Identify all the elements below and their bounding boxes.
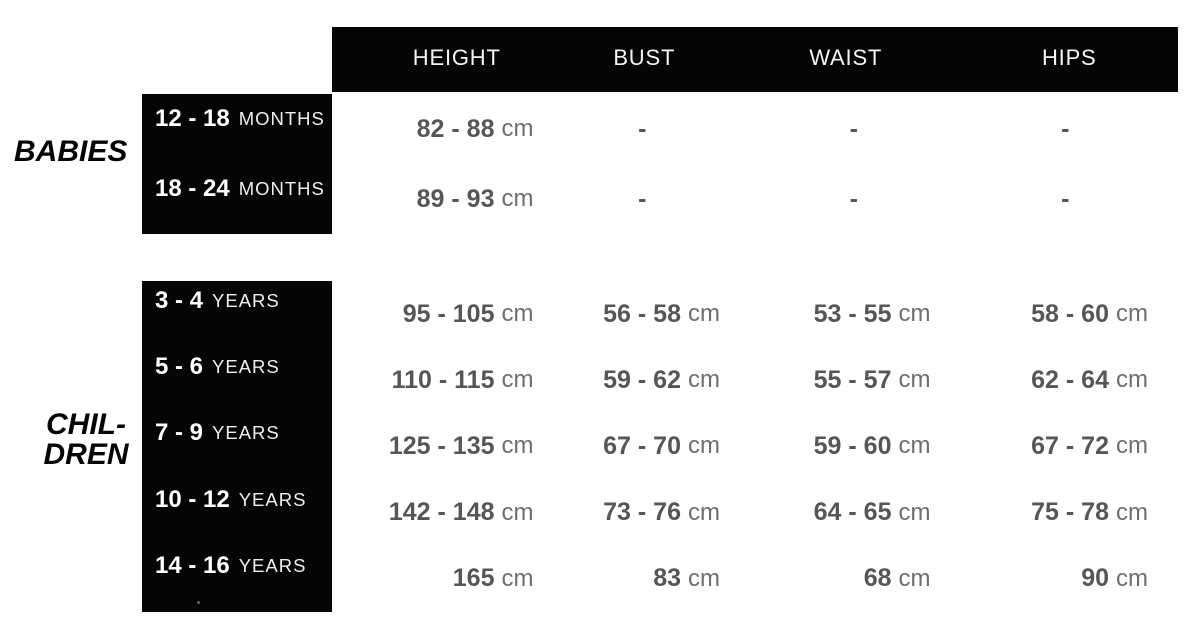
dash-placeholder: -: [1061, 184, 1070, 213]
age-unit: YEARS: [212, 290, 280, 312]
measurement-value: 90: [1081, 564, 1109, 593]
measurement-unit: cm: [501, 366, 534, 394]
measurement-value: 67 - 70: [603, 431, 681, 460]
measurement-unit: cm: [688, 498, 720, 526]
age-range: 7 - 9: [155, 419, 204, 447]
measurement-unit: cm: [1116, 498, 1148, 526]
measurement-unit: cm: [501, 115, 534, 142]
column-header-bust: BUST: [613, 44, 676, 70]
cell-children-2-height: [332, 413, 544, 479]
measurement-value: 125 - 135: [388, 431, 495, 460]
age-range: 18 - 24: [155, 175, 230, 202]
measurement-value: 165: [452, 564, 495, 593]
measurement-unit: cm: [898, 564, 931, 592]
cell-babies-1-bust: [544, 164, 756, 234]
cell-children-1-bust: [544, 347, 756, 413]
age-row-10-12-years: [142, 467, 332, 533]
cell-babies-0-waist: [755, 94, 967, 164]
cell-babies-1-waist: [755, 164, 967, 234]
measurement-value: 67 - 72: [1031, 431, 1109, 460]
group-label-line: DREN: [43, 438, 129, 471]
age-unit: YEARS: [212, 356, 280, 378]
measurement-unit: cm: [501, 300, 534, 328]
measurement-unit: cm: [501, 498, 534, 526]
measurement-unit: cm: [1116, 300, 1148, 328]
cell-children-2-bust: [544, 413, 756, 479]
age-unit: YEARS: [238, 554, 307, 576]
measurement-value: 73 - 76: [603, 498, 681, 527]
age-range: 14 - 16: [155, 551, 230, 579]
measurement-value: 59 - 60: [813, 431, 892, 460]
measurement-value: 68: [863, 564, 892, 593]
cell-children-0-bust: [544, 281, 756, 347]
age-row-12-18-months: [142, 84, 332, 154]
age-range: 12 - 18: [155, 105, 230, 132]
stray-dot: [197, 601, 200, 604]
cell-children-4-waist: [755, 546, 967, 612]
measurement-value: 110 - 115: [391, 365, 495, 394]
children-data-grid: [332, 281, 1178, 612]
cell-children-4-height: [332, 546, 544, 612]
group-label-babies: BABIES: [14, 135, 128, 168]
babies-data-grid: [332, 94, 1178, 234]
age-unit: MONTHS: [238, 178, 325, 199]
measurement-value: 56 - 58: [603, 299, 681, 328]
measurement-value: 82 - 88: [416, 114, 495, 143]
measurement-unit: cm: [501, 564, 534, 592]
cell-babies-1-hips: [967, 164, 1179, 234]
measurement-unit: cm: [688, 366, 720, 394]
measurement-value: 64 - 65: [813, 498, 892, 527]
age-row-14-16-years: [142, 533, 332, 599]
column-header-height: HEIGHT: [412, 44, 501, 70]
dash-placeholder: -: [849, 184, 858, 213]
table-header: [332, 27, 1178, 92]
babies-age-box: [142, 94, 332, 234]
measurement-unit: cm: [688, 564, 720, 592]
measurement-unit: cm: [898, 300, 931, 328]
measurement-value: 75 - 78: [1031, 498, 1109, 527]
age-row-18-24-months: [142, 154, 332, 224]
measurement-unit: cm: [688, 300, 720, 328]
measurement-value: 83: [653, 564, 681, 593]
measurement-unit: cm: [898, 498, 931, 526]
measurement-value: 53 - 55: [813, 299, 892, 328]
cell-babies-0-height: [332, 94, 544, 164]
group-label-children: [40, 410, 132, 470]
measurement-unit: cm: [688, 432, 720, 460]
cell-children-3-hips: [967, 480, 1179, 546]
measurement-value: 89 - 93: [416, 184, 495, 213]
dash-placeholder: -: [1061, 114, 1070, 143]
measurement-value: 55 - 57: [813, 365, 892, 394]
measurement-unit: cm: [501, 185, 534, 212]
age-unit: YEARS: [238, 488, 307, 510]
cell-children-2-hips: [967, 413, 1179, 479]
dash-placeholder: -: [638, 184, 647, 213]
column-header-hips: HIPS: [1041, 44, 1097, 70]
cell-children-1-waist: [755, 347, 967, 413]
measurement-value: 62 - 64: [1031, 365, 1109, 394]
dash-placeholder: -: [849, 114, 858, 143]
cell-babies-1-height: [332, 164, 544, 234]
cell-children-4-bust: [544, 546, 756, 612]
age-row-5-6-years: [142, 334, 332, 400]
measurement-unit: cm: [501, 432, 534, 460]
measurement-unit: cm: [898, 366, 931, 394]
age-range: 5 - 6: [155, 353, 204, 381]
measurement-unit: cm: [1116, 564, 1148, 592]
age-row-7-9-years: [142, 400, 332, 466]
dash-placeholder: -: [638, 114, 647, 143]
age-range: 3 - 4: [155, 287, 204, 315]
group-label-line: CHIL-: [46, 408, 126, 441]
measurement-value: 142 - 148: [388, 498, 495, 527]
age-row-3-4-years: [142, 268, 332, 334]
age-unit: YEARS: [212, 422, 280, 444]
column-header-waist: WAIST: [809, 44, 883, 70]
measurement-value: 95 - 105: [402, 299, 495, 328]
cell-children-0-hips: [967, 281, 1179, 347]
children-age-box: [142, 281, 332, 612]
cell-children-4-hips: [967, 546, 1179, 612]
cell-children-3-height: [332, 480, 544, 546]
measurement-unit: cm: [1116, 432, 1148, 460]
cell-children-3-waist: [755, 480, 967, 546]
measurement-value: 59 - 62: [603, 365, 681, 394]
age-unit: MONTHS: [238, 108, 325, 129]
cell-children-3-bust: [544, 480, 756, 546]
cell-children-2-waist: [755, 413, 967, 479]
cell-children-1-height: [332, 347, 544, 413]
measurement-unit: cm: [1116, 366, 1148, 394]
cell-children-1-hips: [967, 347, 1179, 413]
measurement-unit: cm: [898, 432, 931, 460]
cell-children-0-height: [332, 281, 544, 347]
cell-children-0-waist: [755, 281, 967, 347]
cell-babies-0-bust: [544, 94, 756, 164]
cell-babies-0-hips: [967, 94, 1179, 164]
age-range: 10 - 12: [155, 485, 230, 513]
measurement-value: 58 - 60: [1031, 299, 1109, 328]
